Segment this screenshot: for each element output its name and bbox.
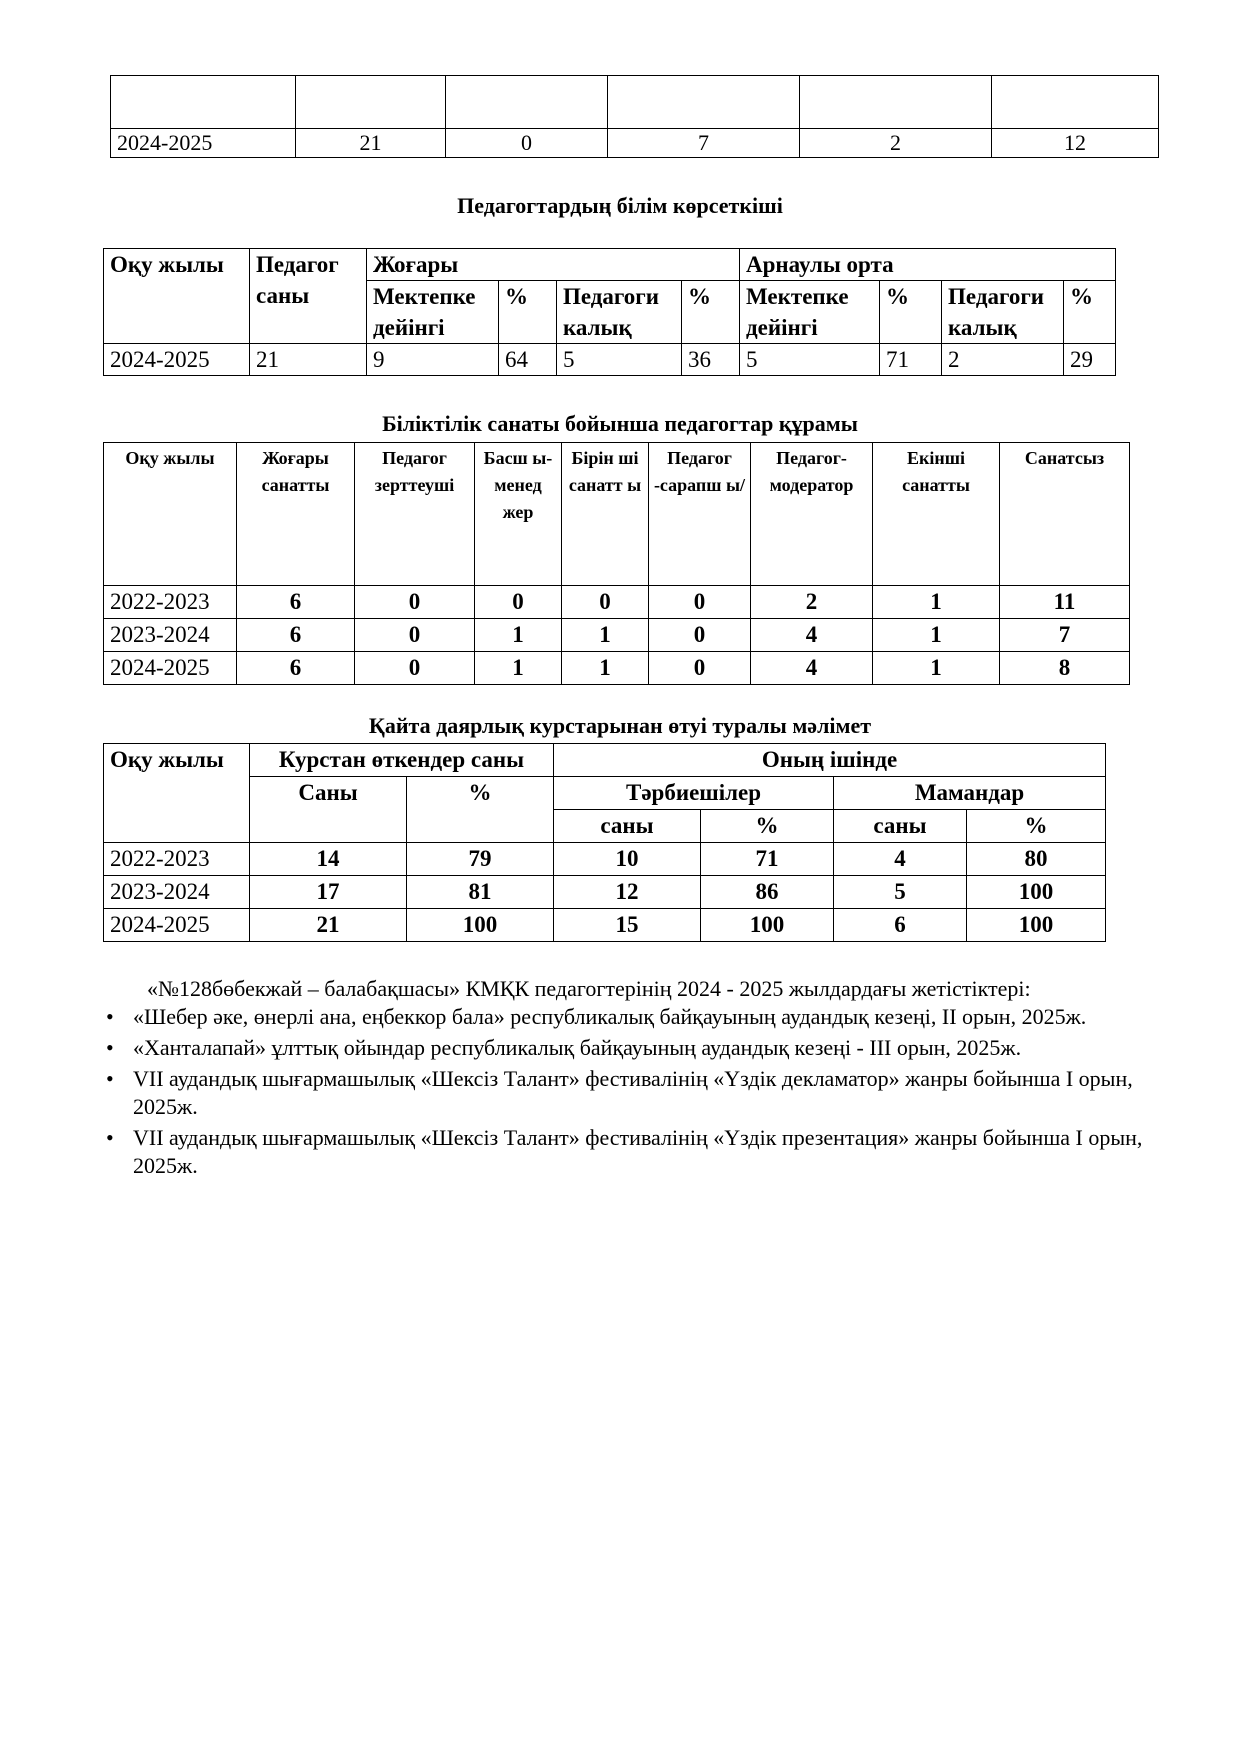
- value-cell: 1: [873, 619, 1000, 652]
- value-cell: 5: [834, 876, 967, 909]
- header-special-secondary: Арнаулы орта: [740, 249, 1116, 281]
- header-cell: Педагог зерттеуші: [355, 443, 475, 586]
- year-cell: 2024-2025: [104, 344, 250, 376]
- table-qualification: [103, 442, 1130, 685]
- value-cell: 0: [649, 652, 751, 685]
- table-courses: [103, 743, 1106, 942]
- value-cell: 11: [1000, 586, 1130, 619]
- value-cell: 64: [499, 344, 557, 376]
- year-cell: 2023-2024: [104, 876, 250, 909]
- header-year: Оқу жылы: [104, 744, 250, 843]
- year-cell: 2022-2023: [104, 586, 237, 619]
- value-cell: 86: [701, 876, 834, 909]
- header-count: Саны: [250, 777, 407, 843]
- value-cell: 6: [237, 652, 355, 685]
- value-cell: 71: [701, 843, 834, 876]
- value-cell: 21: [250, 344, 367, 376]
- value-cell: 0: [649, 586, 751, 619]
- value-cell: 6: [237, 619, 355, 652]
- value-cell: 4: [751, 652, 873, 685]
- achievement-text: VІІ аудандық шығармашылық «Шексіз Талант» фестивалінің «Үздік декламатор» жанры бойынша І орын, 2025ж.: [133, 1066, 1133, 1119]
- table-row: [104, 586, 1130, 619]
- header-count: саны: [554, 810, 701, 843]
- value-cell: 12: [554, 876, 701, 909]
- value-cell: 100: [967, 876, 1106, 909]
- header-cell: Педагог-модератор: [751, 443, 873, 586]
- table-row: [104, 843, 1106, 876]
- table-row: [104, 652, 1130, 685]
- year-cell: 2022-2023: [104, 843, 250, 876]
- value-cell: 21: [250, 909, 407, 942]
- achievement-item: [103, 1065, 1163, 1121]
- value-cell: 7: [1000, 619, 1130, 652]
- value-cell: 2: [800, 129, 992, 158]
- table-row-empty: [111, 76, 1159, 129]
- value-cell: 9: [367, 344, 499, 376]
- value-cell: 1: [873, 652, 1000, 685]
- header-cell: Санатсыз: [1000, 443, 1130, 586]
- value-cell: 1: [475, 619, 562, 652]
- value-cell: 0: [649, 619, 751, 652]
- value-cell: 0: [355, 619, 475, 652]
- table-row: [104, 619, 1130, 652]
- achievement-item: [103, 1124, 1163, 1180]
- year-cell: 2024-2025: [104, 909, 250, 942]
- table-row: [104, 344, 1116, 376]
- value-cell: 36: [682, 344, 740, 376]
- value-cell: 21: [296, 129, 446, 158]
- value-cell: 100: [967, 909, 1106, 942]
- header-percent: %: [407, 777, 554, 843]
- bullet-icon: •: [106, 1125, 114, 1150]
- achievement-item: [103, 1003, 1163, 1031]
- year-cell: 2024-2025: [111, 129, 296, 158]
- header-percent: %: [880, 281, 942, 344]
- table-header-row: [104, 443, 1130, 586]
- value-cell: 100: [407, 909, 554, 942]
- value-cell: 7: [608, 129, 800, 158]
- header-percent: %: [1064, 281, 1116, 344]
- header-cell: Оқу жылы: [104, 443, 237, 586]
- header-passed-count: Курстан өткендер саны: [250, 744, 554, 777]
- header-cell: Бірін ші санатт ы: [562, 443, 649, 586]
- value-cell: 14: [250, 843, 407, 876]
- value-cell: 8: [1000, 652, 1130, 685]
- value-cell: 1: [562, 652, 649, 685]
- value-cell: 15: [554, 909, 701, 942]
- value-cell: 81: [407, 876, 554, 909]
- table-row: [111, 129, 1159, 158]
- value-cell: 17: [250, 876, 407, 909]
- value-cell: 0: [475, 586, 562, 619]
- table-previous-continued: [110, 75, 1159, 158]
- header-cell: Басш ы-менед жер: [475, 443, 562, 586]
- section-title-education: Педагогтардың білім көрсеткіші: [457, 193, 783, 218]
- section-title-courses: Қайта даярлық курстарынан өтуі туралы мәлімет: [368, 713, 872, 738]
- table-education: [103, 248, 1116, 376]
- bullet-icon: •: [106, 1066, 114, 1091]
- header-teacher-count: Педагог саны: [250, 249, 367, 344]
- header-percent: %: [499, 281, 557, 344]
- table-row: [104, 876, 1106, 909]
- value-cell: 6: [237, 586, 355, 619]
- achievements-intro: «№128бөбекжай – балабақшасы» КМҚК педагогтерінің 2024 - 2025 жылдардағы жетістіктері:: [147, 976, 1031, 1001]
- value-cell: 12: [992, 129, 1159, 158]
- header-preschool: Мектепке дейінгі: [740, 281, 880, 344]
- year-cell: 2024-2025: [104, 652, 237, 685]
- value-cell: 5: [557, 344, 682, 376]
- achievement-text: «Ханталапай» ұлттық ойындар республикалық байқауының аудандық кезеңі - ІІІ орын, 2025ж.: [133, 1035, 1022, 1060]
- achievement-item: [103, 1034, 1163, 1062]
- header-year: Оқу жылы: [104, 249, 250, 344]
- header-within: Оның ішінде: [554, 744, 1106, 777]
- header-percent: %: [682, 281, 740, 344]
- header-pedagogy: Педагоги калық: [942, 281, 1064, 344]
- header-pedagogy: Педагоги калық: [557, 281, 682, 344]
- value-cell: 0: [355, 586, 475, 619]
- value-cell: 4: [834, 843, 967, 876]
- table-row: [104, 909, 1106, 942]
- value-cell: 80: [967, 843, 1106, 876]
- header-educators: Тәрбиешілер: [554, 777, 834, 810]
- header-percent: %: [701, 810, 834, 843]
- achievement-text: «Шебер әке, өнерлі ана, еңбеккор бала» республикалық байқауының аудандық кезеңі, ІІ орын, 2025ж.: [133, 1004, 1087, 1029]
- header-preschool: Мектепке дейінгі: [367, 281, 499, 344]
- value-cell: 1: [475, 652, 562, 685]
- value-cell: 6: [834, 909, 967, 942]
- value-cell: 0: [562, 586, 649, 619]
- bullet-icon: •: [106, 1004, 114, 1029]
- header-percent: %: [967, 810, 1106, 843]
- value-cell: 29: [1064, 344, 1116, 376]
- header-cell: Жоғары санатты: [237, 443, 355, 586]
- header-count: саны: [834, 810, 967, 843]
- value-cell: 71: [880, 344, 942, 376]
- value-cell: 0: [446, 129, 608, 158]
- year-cell: 2023-2024: [104, 619, 237, 652]
- value-cell: 1: [562, 619, 649, 652]
- header-specialists: Мамандар: [834, 777, 1106, 810]
- header-cell: Педагог -сарапш ы/: [649, 443, 751, 586]
- value-cell: 5: [740, 344, 880, 376]
- achievements-list: [103, 1003, 1163, 1183]
- value-cell: 2: [751, 586, 873, 619]
- section-title-qualification: Біліктілік санаты бойынша педагогтар құрамы: [382, 411, 858, 436]
- value-cell: 10: [554, 843, 701, 876]
- value-cell: 100: [701, 909, 834, 942]
- value-cell: 4: [751, 619, 873, 652]
- value-cell: 79: [407, 843, 554, 876]
- header-higher: Жоғары: [367, 249, 740, 281]
- header-cell: Екінші санатты: [873, 443, 1000, 586]
- value-cell: 0: [355, 652, 475, 685]
- value-cell: 1: [873, 586, 1000, 619]
- achievement-text: VІІ аудандық шығармашылық «Шексіз Талант» фестивалінің «Үздік презентация» жанры бойынша І орын, 2025ж.: [133, 1125, 1143, 1178]
- value-cell: 2: [942, 344, 1064, 376]
- bullet-icon: •: [106, 1035, 114, 1060]
